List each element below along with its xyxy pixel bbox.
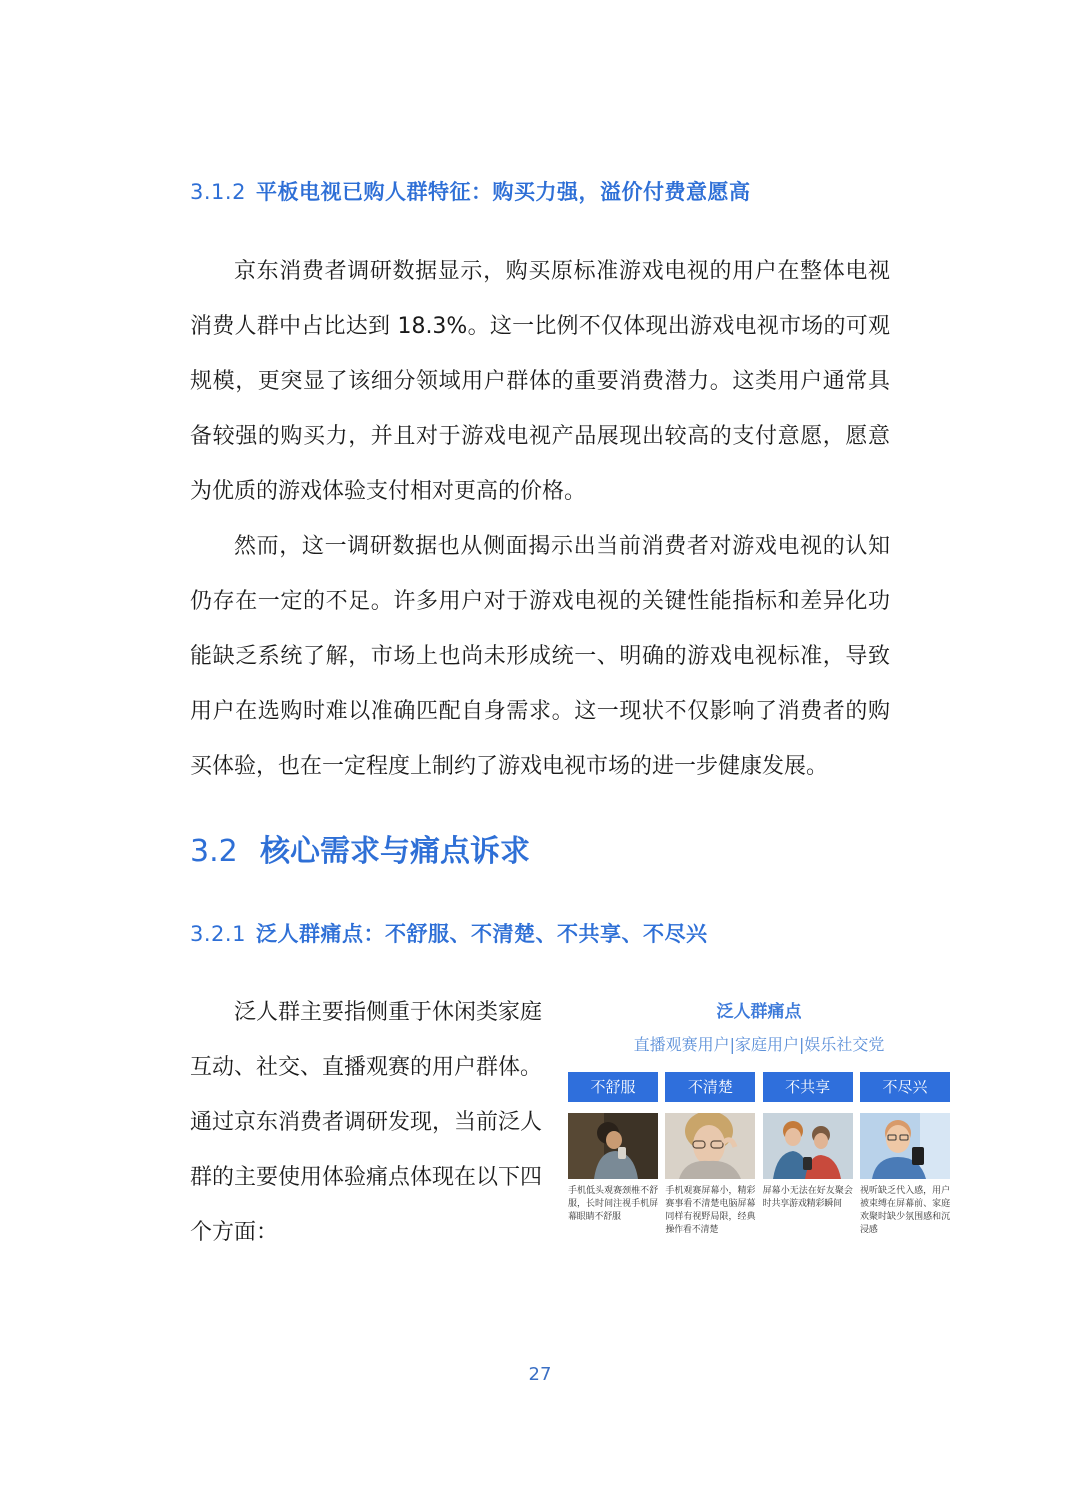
section-number: 3.1.2 — [190, 180, 246, 204]
section-heading-3-1-2 — [190, 176, 751, 206]
pain-point-uncomfortable — [568, 1072, 658, 1237]
pain-point-tag: 不舒服 — [568, 1072, 658, 1102]
section-title: 核心需求与痛点诉求 — [260, 834, 530, 869]
pain-point-caption: 屏幕小无法在好友聚会时共享游戏精彩瞬间 — [762, 1186, 853, 1209]
figure-title: 泛人群痛点 — [716, 1002, 802, 1022]
section-heading-3-2-1 — [190, 918, 708, 948]
couple-phone-photo-icon — [763, 1113, 853, 1179]
pain-point-caption: 手机低头观赛颈椎不舒服，长时间注视手机屏幕眼睛不舒服 — [568, 1186, 658, 1222]
pain-point-unfulfilled — [860, 1072, 950, 1237]
pain-point-caption: 手机观赛屏幕小，精彩赛事看不清楚电脑屏幕同样有视野局限，经典操作看不清楚 — [665, 1186, 756, 1235]
pain-point-caption: 视听缺乏代入感，用户被束缚在屏幕前、家庭欢聚时缺少氛围感和沉浸感 — [859, 1186, 950, 1235]
pain-point-tag: 不共享 — [763, 1072, 853, 1102]
man-phone-photo-icon — [860, 1113, 950, 1179]
body-paragraph: 泛人群主要指侧重于休闲类家庭互动、社交、直播观赛的用户群体。通过京东消费者调研发现，当前泛人群的主要使用体验痛点体现在以下四个方面： — [190, 1000, 543, 1245]
eye-strain-photo-icon — [665, 1113, 755, 1179]
section-title: 泛人群痛点：不舒服、不清楚、不共享、不尽兴 — [256, 922, 708, 946]
page-number: 27 — [528, 1364, 552, 1385]
pain-point-tag: 不尽兴 — [860, 1072, 950, 1102]
pain-points-figure — [568, 996, 950, 1237]
figure-subtitle: 直播观赛用户|家庭用户|娱乐社交党 — [633, 1035, 885, 1054]
body-paragraph: 京东消费者调研数据显示，购买原标准游戏电视的用户在整体电视消费人群中占比达到 18.3%。这一比例不仅体现出游戏电视市场的可观规模，更突显了该细分领域用户群体的重要消费潜力。这类用户通常具备较强的购买力，并且对于游戏电视产品展现出较高的支付意愿，愿意为优质的游戏体验支付相对更高的价格。 — [190, 259, 890, 504]
pain-point-tag: 不清楚 — [665, 1072, 755, 1102]
pain-point-unclear — [665, 1072, 755, 1237]
section-number: 3.2 — [190, 834, 238, 869]
neck-pain-photo-icon — [568, 1113, 658, 1179]
section-title: 平板电视已购人群特征：购买力强，溢价付费意愿高 — [256, 180, 751, 204]
section-heading-3-2 — [190, 826, 530, 870]
pain-point-columns — [568, 1072, 950, 1237]
body-paragraph: 然而，这一调研数据也从侧面揭示出当前消费者对游戏电视的认知仍存在一定的不足。许多用户对于游戏电视的关键性能指标和差异化功能缺乏系统了解，市场上也尚未形成统一、明确的游戏电视标准，导致用户在选购时难以准确匹配自身需求。这一现状不仅影响了消费者的购买体验，也在一定程度上制约了游戏电视市场的进一步健康发展。 — [190, 534, 890, 779]
section-number: 3.2.1 — [190, 922, 246, 946]
pain-point-not-shared — [763, 1072, 853, 1237]
